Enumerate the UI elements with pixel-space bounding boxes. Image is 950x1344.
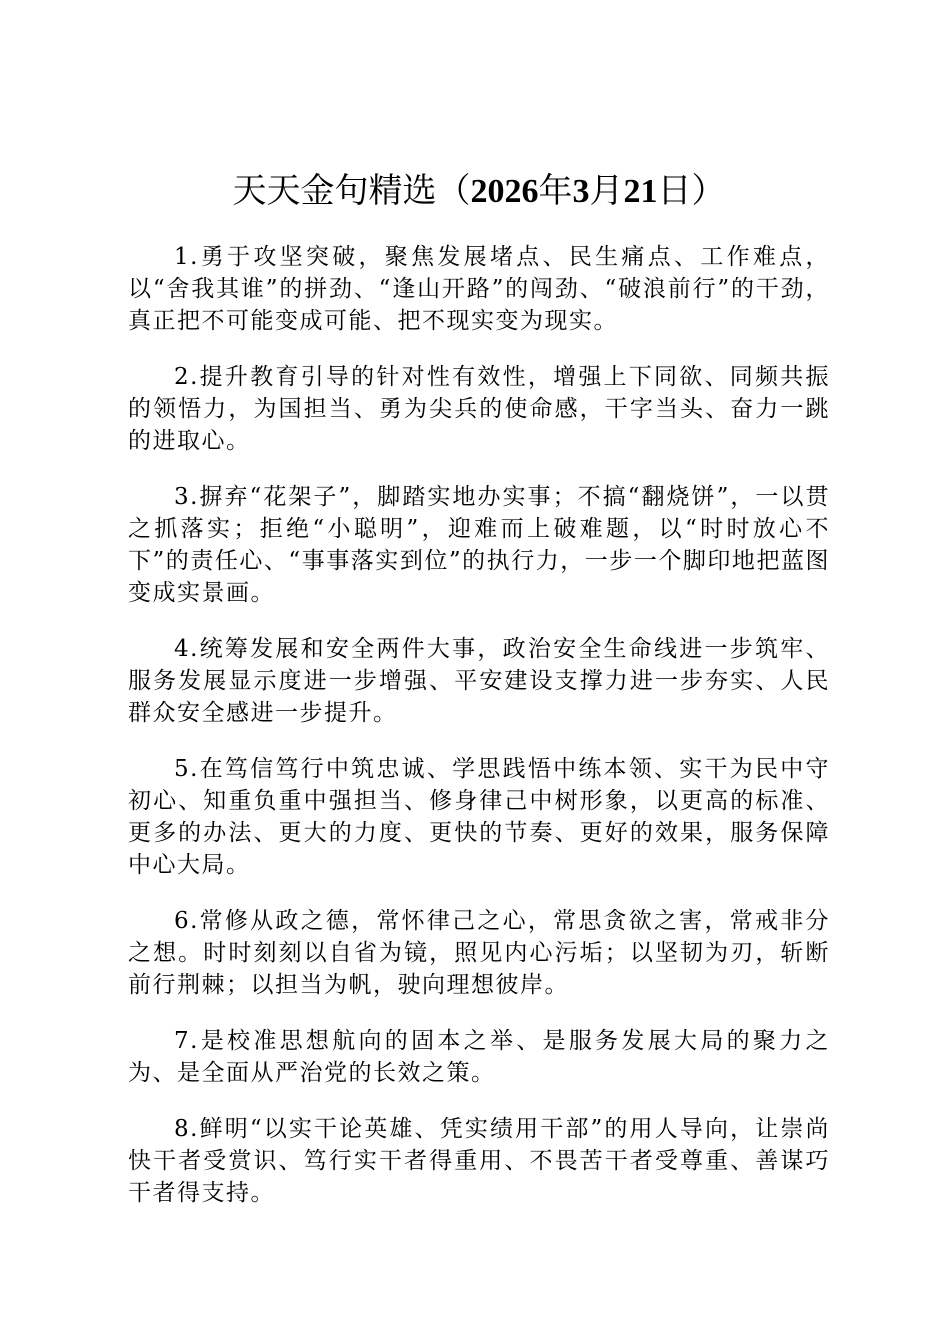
quote-item-1: 1.勇于攻坚突破，聚焦发展堵点、民生痛点、工作难点，以“舍我其谁”的拼劲、“逢山开路”的闯劲、“破浪前行”的干劲，真正把不可能变成可能、把不现实变为现实。 xyxy=(128,244,830,334)
quote-item-7: 7.是校准思想航向的固本之举、是服务发展大局的聚力之为、是全面从严治党的长效之策。 xyxy=(128,1028,830,1086)
title-year: 2026 xyxy=(470,173,539,210)
quote-item-6: 6.常修从政之德，常怀律己之心，常思贪欲之害，常戒非分之想。时时刻刻以自省为镜，照见内心污垢；以坚韧为刃，斩断前行荆棘；以担当为帆，驶向理想彼岸。 xyxy=(128,908,830,998)
title-prefix: 天天金句精选（ xyxy=(232,171,471,211)
page-title xyxy=(128,168,830,215)
quote-item-3: 3.摒弃“花架子”，脚踏实地办实事；不搞“翻烧饼”，一以贯之抓落实；拒绝“小聪明”，迎难而上破难题，以“时时放心不下”的责任心、“事事落实到位”的执行力，一步一个脚印地把蓝图变成实景画。 xyxy=(128,484,830,606)
quote-item-8: 8.鲜明“以实干论英雄、凭实绩用干部”的用人导向，让崇尚快干者受赏识、笃行实干者得重用、不畏苦干者受尊重、善谋巧干者得支持。 xyxy=(128,1116,830,1206)
title-month: 3 xyxy=(572,173,590,210)
title-day: 21 xyxy=(623,173,658,210)
title-month-unit: 月 xyxy=(589,171,624,211)
title-year-unit: 年 xyxy=(538,171,573,211)
quote-item-5: 5.在笃信笃行中筑忠诚、学思践悟中练本领、实干为民中守初心、知重负重中强担当、修身律己中树形象，以更高的标准、更多的办法、更大的力度、更快的节奏、更好的效果，服务保障中心大局。 xyxy=(128,756,830,878)
title-suffix: 日） xyxy=(657,171,726,211)
quote-item-4: 4.统筹发展和安全两件大事，政治安全生命线进一步筑牢、服务发展显示度进一步增强、平安建设支撑力进一步夯实、人民群众安全感进一步提升。 xyxy=(128,636,830,726)
quote-item-2: 2.提升教育引导的针对性有效性，增强上下同欲、同频共振的领悟力，为国担当、勇为尖兵的使命感，干字当头、奋力一跳的进取心。 xyxy=(128,364,830,454)
